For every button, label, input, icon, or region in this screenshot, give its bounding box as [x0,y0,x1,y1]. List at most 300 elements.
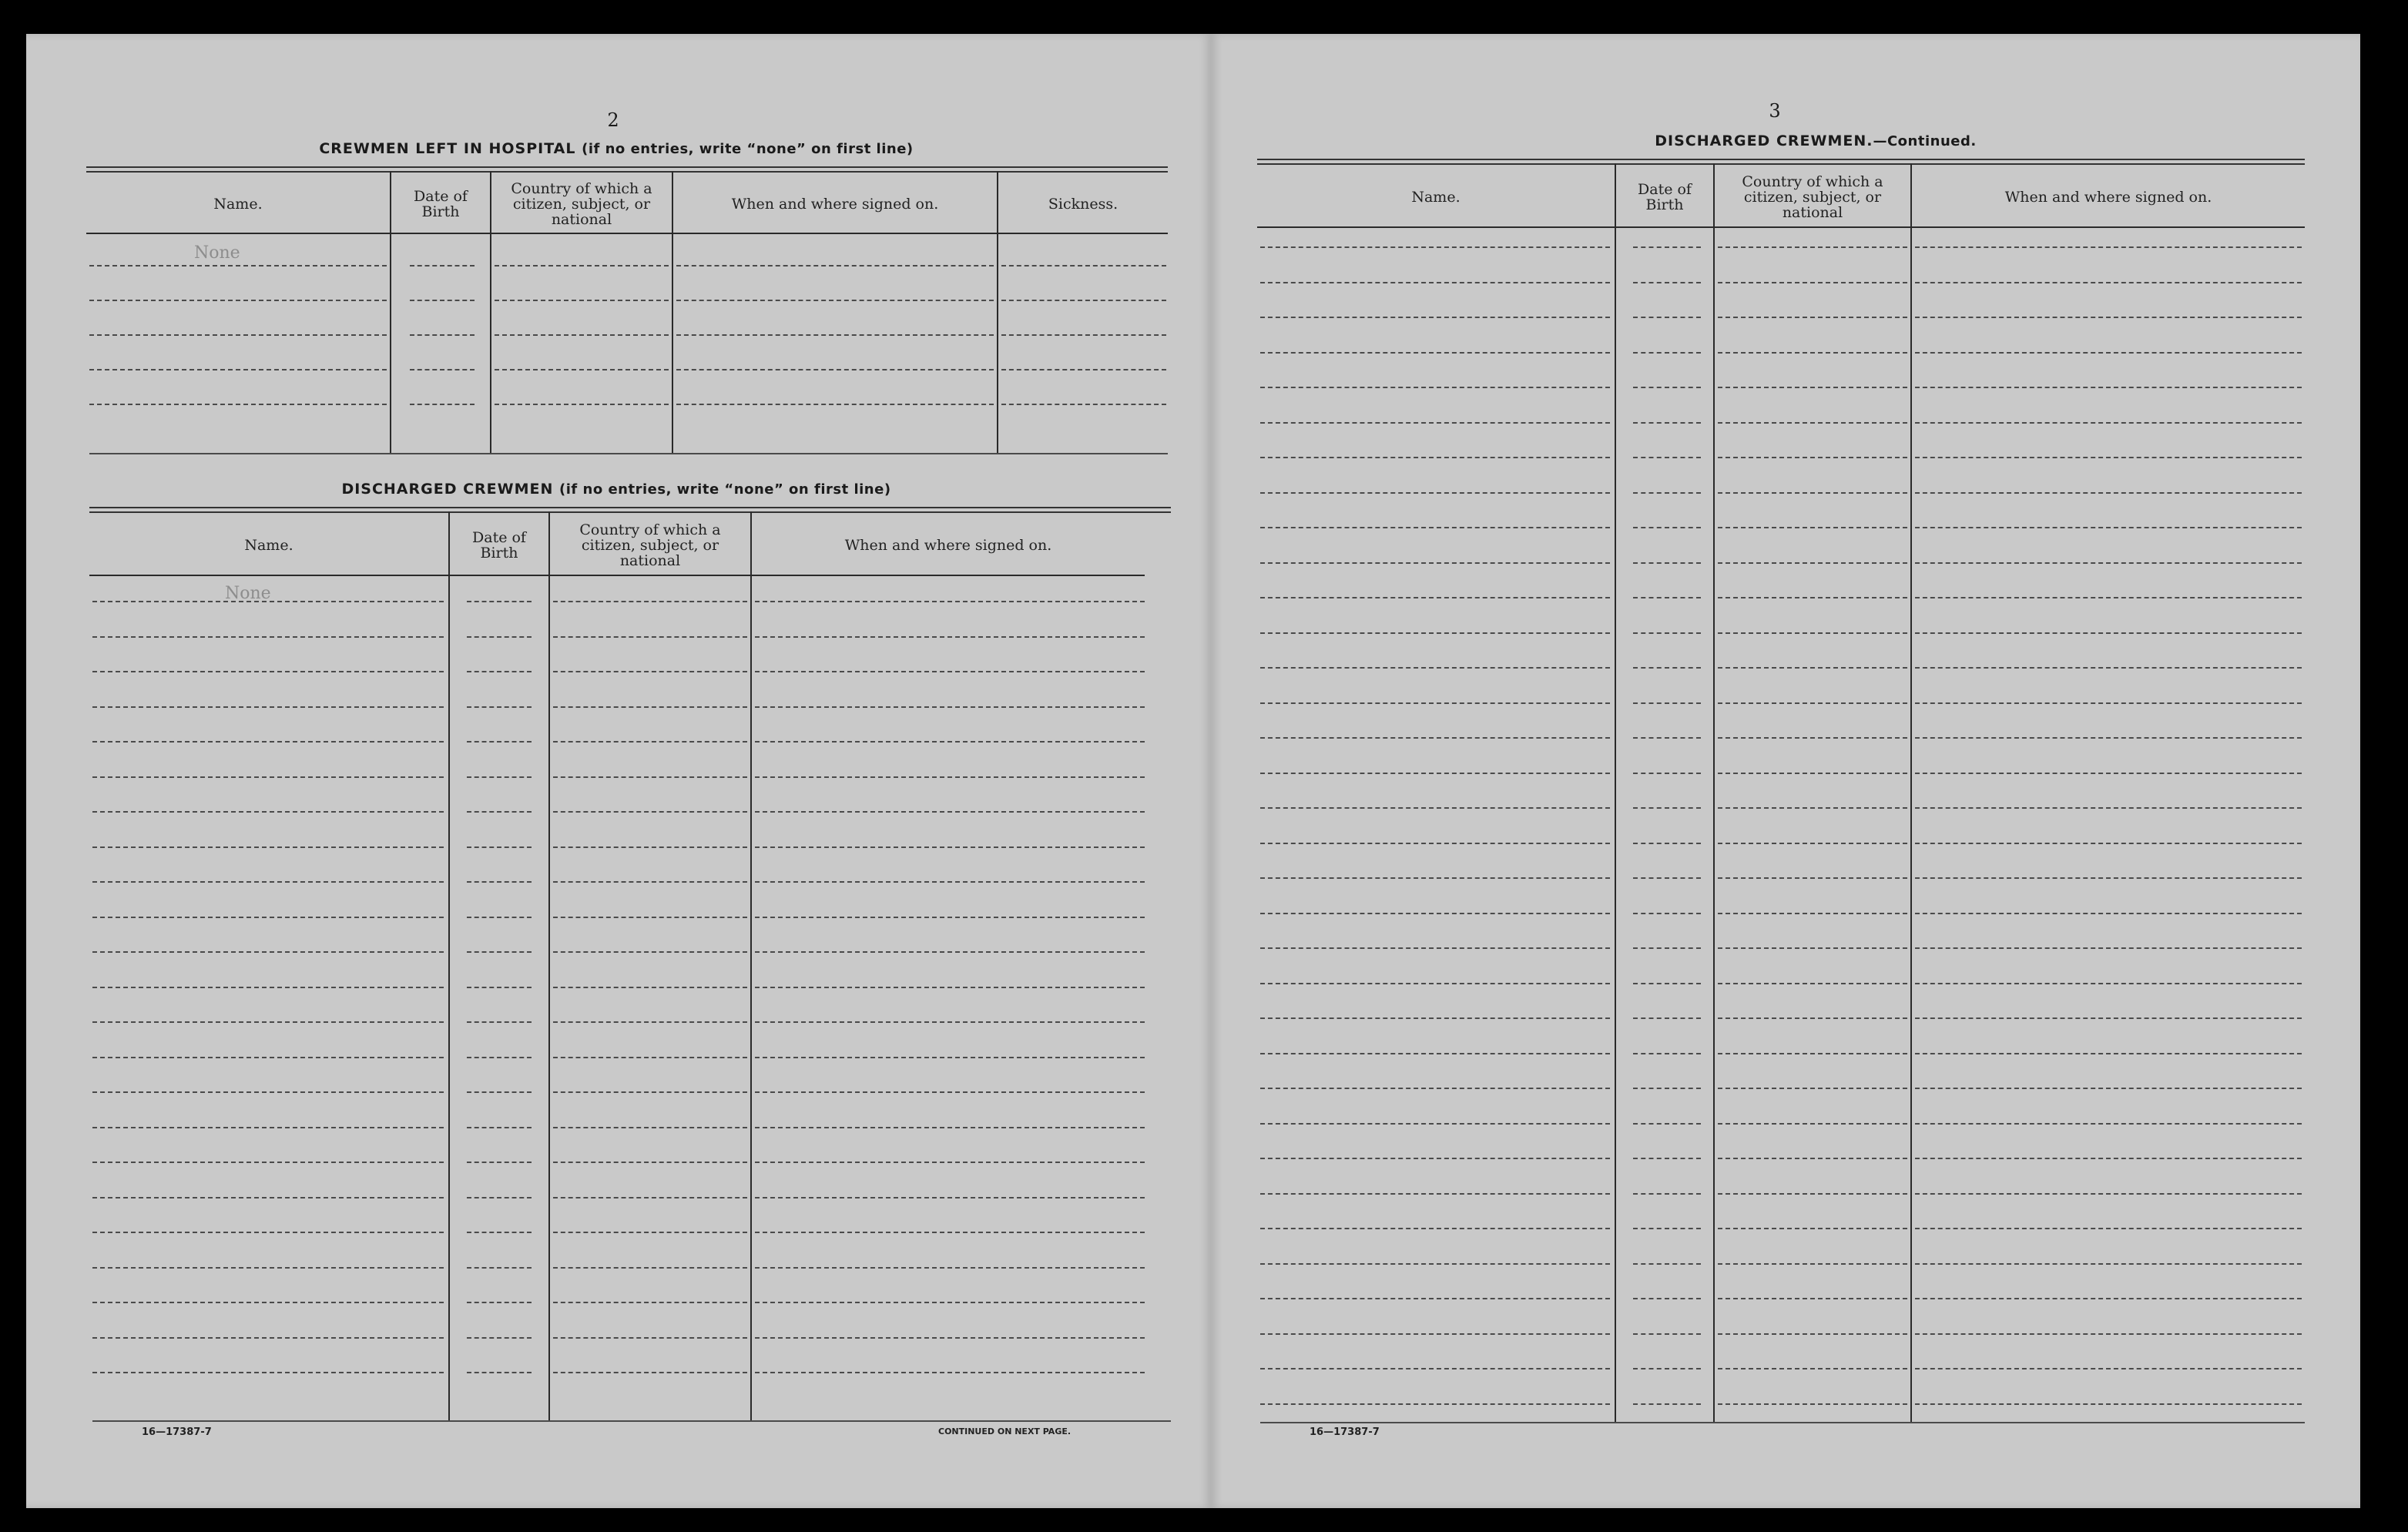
form-row-line [1260,597,1610,598]
form-row-line [1718,807,1907,809]
form-row-line [467,671,532,672]
form-row-line [1718,1263,1907,1265]
form-row-line [467,881,532,883]
form-row-line [1718,983,1907,984]
form-row-line [1260,702,1610,704]
form-row-line [92,1232,444,1233]
column-header-signed-on: When and where signed on. [731,196,939,213]
form-row-line [1718,352,1907,354]
form-row-line [1915,1228,2302,1229]
discharged-continued-title-sub: —Continued. [1873,133,1977,149]
table-top-rule [1257,159,2305,162]
form-row-line [1915,562,2302,564]
form-row-line [1633,562,1701,564]
column-divider [1713,163,1715,1422]
column-header-country-text: Country of which a citizen, subject, or national [579,521,721,569]
form-row-line [1001,265,1166,267]
form-row-line [1718,527,1907,528]
form-row-line [1915,492,2302,494]
form-row-line [755,881,1145,883]
form-row-line [1633,1228,1701,1229]
right-page [1211,34,2360,1508]
form-row-line [553,741,747,743]
form-row-line [1633,422,1701,424]
form-row-line [1915,387,2302,388]
form-row-line [755,1267,1145,1269]
form-row-line [1915,1088,2302,1089]
left-page [26,34,1211,1508]
form-row-line [553,1162,747,1163]
form-row-line [1260,737,1610,739]
form-row-line [1260,913,1610,914]
form-row-line [553,917,747,918]
column-header-date-of-birth [450,518,548,573]
form-row-line [553,811,747,813]
form-code: 16—17387-7 [142,1426,212,1438]
form-row-line [1633,807,1701,809]
form-row-line [1915,317,2302,318]
form-row-line [755,1337,1145,1339]
form-row-line [1915,1158,2302,1159]
form-code: 16—17387-7 [1310,1426,1380,1438]
form-row-line [1260,1088,1610,1089]
form-row-line [1718,1088,1907,1089]
form-row-line [1260,1193,1610,1195]
column-header-name: Name. [213,196,263,213]
form-row-line [1260,527,1610,528]
form-row-line [1260,947,1610,949]
form-row-line [1718,877,1907,879]
form-row-line [553,706,747,708]
form-row-line [1633,457,1701,458]
column-divider [490,171,491,453]
column-header-date-of-birth-text: Date of Birth [414,188,468,220]
form-row-line [1718,737,1907,739]
discharged-continued-title [1288,132,2343,149]
form-row-line [1260,667,1610,669]
column-divider [1615,163,1616,1422]
form-row-line [1718,843,1907,844]
form-row-line [1718,387,1907,388]
form-row-line [1260,632,1610,634]
column-divider [1910,163,1912,1422]
form-row-line [467,636,532,638]
form-row-line [1633,702,1701,704]
form-row-line [410,404,475,405]
header-underline [450,575,550,576]
form-row-line [755,1162,1145,1163]
form-row-line [1260,1263,1610,1265]
form-row-line [467,951,532,953]
form-row-line [755,671,1145,672]
form-row-line [92,776,444,778]
form-row-line [495,369,669,370]
form-row-line [553,951,747,953]
form-row-line [1915,702,2302,704]
form-row-line [676,265,994,267]
form-row-line [1718,1053,1907,1054]
table-top-rule [89,507,1171,510]
form-row-line [1718,632,1907,634]
form-row-line [553,601,747,602]
form-row-line [467,1232,532,1233]
header-underline [673,233,998,234]
form-row-line [1260,1123,1610,1125]
form-row-line [92,671,444,672]
column-header-date-of-birth-text: Date of Birth [472,529,526,562]
form-row-line [1633,737,1701,739]
form-row-line [1633,246,1701,248]
form-row-line [1260,773,1610,774]
form-row-line [1718,317,1907,318]
header-underline [1715,226,1912,228]
column-header-date-of-birth [391,177,490,231]
form-row-line [467,741,532,743]
form-row-line [495,265,669,267]
column-divider [672,171,673,453]
form-row-line [467,987,532,988]
form-row-line [495,300,669,301]
form-row-line [553,1337,747,1339]
form-row-line [1915,246,2302,248]
form-row-line [1001,334,1166,336]
form-row-line [553,1127,747,1128]
form-row-line [1260,282,1610,283]
form-row-line [495,404,669,405]
form-row-line [1718,667,1907,669]
form-row-line [467,776,532,778]
form-row-line [1915,1333,2302,1335]
discharged-continued-title-main: DISCHARGED CREWMEN. [1655,132,1873,149]
form-row-line [1633,1017,1701,1019]
form-row-line [755,1197,1145,1198]
form-row-line [89,334,387,336]
form-row-line [1633,1368,1701,1369]
form-row-line [553,1091,747,1093]
form-row-line [755,1127,1145,1128]
form-row-line [755,1302,1145,1303]
form-row-line [467,1162,532,1163]
form-row-line [1718,1123,1907,1125]
header-underline [89,575,448,576]
form-row-line [755,846,1145,848]
column-header-country-text: Country of which a citizen, subject, or national [1742,173,1883,221]
form-row-line [1260,1368,1610,1369]
form-row-line [1915,1053,2302,1054]
form-row-line [755,741,1145,743]
form-row-line [1260,1017,1610,1019]
column-header-signed-on: When and where signed on. [844,537,1052,554]
form-row-line [1633,1403,1701,1405]
column-divider [390,171,391,453]
form-row-line [1633,632,1701,634]
header-underline [1912,226,2305,228]
form-row-line [1718,422,1907,424]
form-row-line [1633,1053,1701,1054]
form-row-line [553,776,747,778]
form-row-line [467,1021,532,1023]
hospital-title-sub: (if no entries, write “none” on first line) [582,141,914,157]
form-row-line [467,1197,532,1198]
hospital-first-entry: None [194,243,240,263]
form-row-line [1718,1228,1907,1229]
form-row-line [1633,492,1701,494]
form-row-line [1633,352,1701,354]
form-row-line [553,987,747,988]
form-row-line [1633,983,1701,984]
form-row-line [755,1057,1145,1058]
form-row-line [1915,1193,2302,1195]
continued-note: CONTINUED ON NEXT PAGE. [938,1426,1072,1436]
form-row-line [1001,404,1166,405]
form-row-line [1718,1403,1907,1405]
form-row-line [1260,807,1610,809]
form-row-line [755,987,1145,988]
form-row-line [676,300,994,301]
form-row-line [1718,457,1907,458]
form-row-line [1718,1298,1907,1299]
form-row-line [92,636,444,638]
form-row-line [676,404,994,405]
form-row-line [553,1302,747,1303]
column-header-date-of-birth-text: Date of Birth [1638,181,1692,213]
column-header-country [491,177,672,231]
form-row-line [1260,352,1610,354]
form-row-line [89,265,387,267]
discharged-title-sub: (if no entries, write “none” on first line) [559,481,891,498]
discharged-section-title [146,481,1086,498]
form-row-line [553,671,747,672]
form-row-line [1260,1333,1610,1335]
form-row-line [1915,457,2302,458]
discharged-first-entry: None [225,584,271,603]
form-row-line [1915,737,2302,739]
form-row-line [92,1372,444,1373]
header-underline [86,233,390,234]
form-row-line [410,334,475,336]
form-row-line [755,1091,1145,1093]
form-row-line [467,1372,532,1373]
form-row-line [92,1162,444,1163]
form-row-line [467,811,532,813]
header-underline [998,233,1168,234]
form-row-line [467,1057,532,1058]
form-row-line [1260,843,1610,844]
form-row-line [92,1127,444,1128]
form-row-line [1718,282,1907,283]
form-row-line [1718,1368,1907,1369]
form-row-line [410,369,475,370]
header-underline [391,233,491,234]
form-row-line [1915,913,2302,914]
column-header-date-of-birth [1616,169,1713,225]
form-row-line [1718,492,1907,494]
form-row-line [1260,1228,1610,1229]
form-row-line [1915,422,2302,424]
form-row-line [1260,492,1610,494]
column-header-country-text: Country of which a citizen, subject, or national [511,180,652,228]
form-row-line [1633,282,1701,283]
form-row-line [676,369,994,370]
table-bottom-rule [92,1420,1171,1422]
form-row-line [92,601,444,602]
form-row-line [1633,667,1701,669]
form-row-line [1633,947,1701,949]
form-row-line [1260,877,1610,879]
form-row-line [92,917,444,918]
form-row-line [1633,1298,1701,1299]
form-row-line [1718,773,1907,774]
form-row-line [553,1372,747,1373]
form-row-line [1718,1158,1907,1159]
form-row-line [1260,562,1610,564]
form-row-line [553,1197,747,1198]
column-divider [548,511,550,1420]
form-row-line [495,334,669,336]
form-row-line [467,1091,532,1093]
form-row-line [1915,1017,2302,1019]
column-header-signed-on: When and where signed on. [2004,189,2212,206]
form-row-line [1633,1263,1701,1265]
form-row-line [92,1337,444,1339]
form-row-line [755,1232,1145,1233]
form-row-line [1633,527,1701,528]
form-row-line [92,706,444,708]
form-row-line [1633,597,1701,598]
form-row-line [467,917,532,918]
form-row-line [467,1302,532,1303]
form-row-line [1633,1158,1701,1159]
form-row-line [1718,947,1907,949]
column-divider [750,511,752,1420]
form-row-line [755,776,1145,778]
column-header-name: Name. [244,537,293,554]
form-row-line [467,601,532,602]
form-row-line [1915,667,2302,669]
form-row-line [1633,843,1701,844]
header-underline [1257,226,1615,228]
form-row-line [553,846,747,848]
form-row-line [89,369,387,370]
form-row-line [1915,807,2302,809]
table-bottom-rule [1260,1422,2305,1423]
form-row-line [1260,317,1610,318]
form-row-line [1260,1298,1610,1299]
form-row-line [92,846,444,848]
form-row-line [676,334,994,336]
form-row-line [1633,1088,1701,1089]
form-row-line [89,404,387,405]
form-row-line [1718,562,1907,564]
form-row-line [1260,1053,1610,1054]
form-row-line [1260,422,1610,424]
form-row-line [1915,527,2302,528]
column-header-sickness: Sickness. [1048,196,1118,213]
form-row-line [1633,773,1701,774]
discharged-table [89,507,1171,1462]
form-row-line [1633,1123,1701,1125]
table-top-rule [89,511,1171,515]
form-row-line [1915,1298,2302,1299]
form-row-line [1718,702,1907,704]
form-row-line [92,881,444,883]
discharged-continued-table [1257,159,2305,1468]
page-number: 3 [1769,100,1781,122]
table-top-rule [86,171,1168,174]
form-row-line [1633,387,1701,388]
form-row-line [1915,983,2302,984]
form-row-line [92,1267,444,1269]
column-header-name: Name. [1411,189,1461,206]
header-underline [1616,226,1715,228]
table-top-rule [86,166,1168,169]
form-row-line [1915,1368,2302,1369]
form-row-line [755,811,1145,813]
form-row-line [1633,913,1701,914]
form-row-line [92,1302,444,1303]
form-row-line [1260,983,1610,984]
page-number: 2 [607,109,619,131]
form-row-line [553,636,747,638]
form-row-line [553,1232,747,1233]
form-row-line [1915,282,2302,283]
form-row-line [1718,597,1907,598]
form-row-line [755,601,1145,602]
form-row-line [1001,300,1166,301]
column-header-country [1715,169,1910,225]
form-row-line [1718,1193,1907,1195]
form-row-line [1260,1158,1610,1159]
form-row-line [92,1021,444,1023]
form-row-line [1915,1403,2302,1405]
form-row-line [467,1267,532,1269]
form-row-line [1718,913,1907,914]
form-row-line [1718,246,1907,248]
form-row-line [1915,597,2302,598]
form-row-line [92,1091,444,1093]
table-bottom-rule [89,453,1168,454]
form-row-line [1001,369,1166,370]
table-top-rule [1257,163,2305,166]
hospital-title-main: CREWMEN LEFT IN HOSPITAL [319,140,576,157]
header-underline [550,575,752,576]
form-row-line [92,811,444,813]
form-row-line [553,1057,747,1058]
form-row-line [755,917,1145,918]
form-row-line [553,881,747,883]
form-row-line [92,987,444,988]
form-row-line [1633,877,1701,879]
discharged-title-main: DISCHARGED CREWMEN [341,481,554,498]
form-row-line [467,706,532,708]
form-row-line [1260,457,1610,458]
form-row-line [1915,352,2302,354]
form-row-line [553,1267,747,1269]
form-row-line [410,265,475,267]
form-row-line [553,1021,747,1023]
form-row-line [467,846,532,848]
form-row-line [1915,773,2302,774]
form-row-line [410,300,475,301]
form-row-line [1633,1193,1701,1195]
form-row-line [1915,843,2302,844]
form-row-line [467,1337,532,1339]
form-row-line [1260,387,1610,388]
form-row-line [1915,947,2302,949]
form-row-line [1718,1333,1907,1335]
form-row-line [1718,1017,1907,1019]
form-row-line [1633,1333,1701,1335]
